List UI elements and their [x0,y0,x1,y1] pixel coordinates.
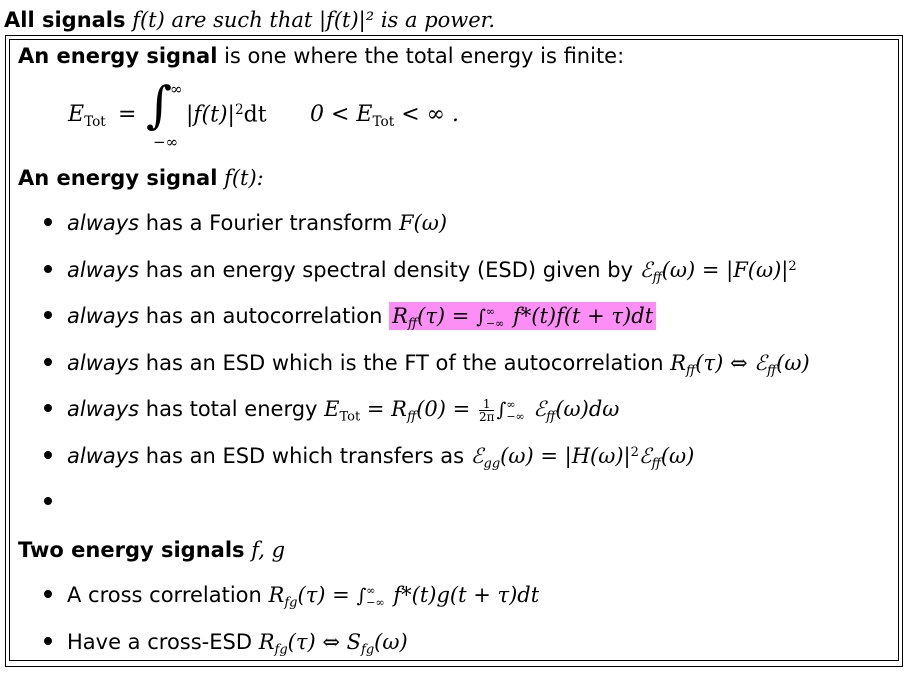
energy-def-bold: An energy signal [18,44,218,68]
eq-equals: = [118,102,137,127]
energy-def-rest: is one where the total energy is finite: [217,44,625,68]
integral-upper-limit: ∞ [170,80,183,98]
eq-condition: $0 < E_{Tot}$ < ∞ . [310,102,459,130]
cross-esd-item: Have a cross-ESD $R_{fg}(\tau)$ ⇔ $S_{fg}(\omega)$ [44,630,408,658]
bullet-dot [44,218,52,226]
two-signals-rest: f, g [244,538,286,562]
property-esd: always has an energy spectral density (ESD) given by ℰ$_{ff}$(ω) = $|F(\omega)|^2$ [44,258,797,286]
property-fourier: always has a Fourier transform F(ω) [44,211,447,235]
two-signals-heading [18,538,285,562]
integral-symbol: ∫ [146,76,173,134]
bullet-dot [44,637,52,645]
eq-integrand: $|f(t)|^2dt$ [186,102,267,128]
property-esd-transfer: always has an ESD which transfers as ℰ$_{gg}$(ω) = $|H(\omega)|^2ℰ_{ff}(\omega)$ [44,444,694,472]
autocorrelation-highlight: $R_{ff}(\tau)$ = ∫ ∞ −∞ f*(t)f(t + τ)dt [389,302,656,330]
signal-heading-rest: f(t): [217,166,264,190]
header-bold: All signals [4,8,126,32]
header-line [4,8,495,32]
bullet-dot [44,404,52,412]
property-empty [44,490,67,514]
bullet-dot [44,590,52,598]
bullet-dot [44,358,52,366]
signal-heading-bold: An energy signal [18,166,218,190]
header-rest: f(t) are such that |f(t)|² is a power. [125,8,496,32]
energy-signal-heading [18,166,264,190]
property-autocorrelation: always has an autocorrelation $R_{ff}(\tau)$ = ∫ ∞ −∞ f*(t)f(t + τ)dt [44,304,656,332]
two-signals-bold: Two energy signals [18,538,245,562]
bullet-dot [44,451,52,459]
total-energy-equation [68,76,588,151]
bullet-dot [44,311,52,319]
bullet-dot [44,265,52,273]
bullet-dot [44,497,52,505]
integral-lower-limit: −∞ [153,133,179,151]
energy-definition [18,44,624,68]
property-esd-ft: always has an ESD which is the FT of the autocorrelation $R_{ff}(\tau)$ ⇔ ℰ$_{ff}$(ω) [44,351,810,379]
property-total-energy: always has total energy $E_{Tot} = R_{ff}(0)$ = $\frac{1}{2\pi}$ ∫ ∞ −∞ ℰ$_{ff}$(ω)dω [44,397,619,425]
eq-lhs: $E_{Tot}$ [68,102,106,130]
cross-correlation-item: A cross correlation $R_{fg}(\tau)$ = ∫ ∞ −∞ f*(t)g(t + τ)dt [44,583,539,611]
